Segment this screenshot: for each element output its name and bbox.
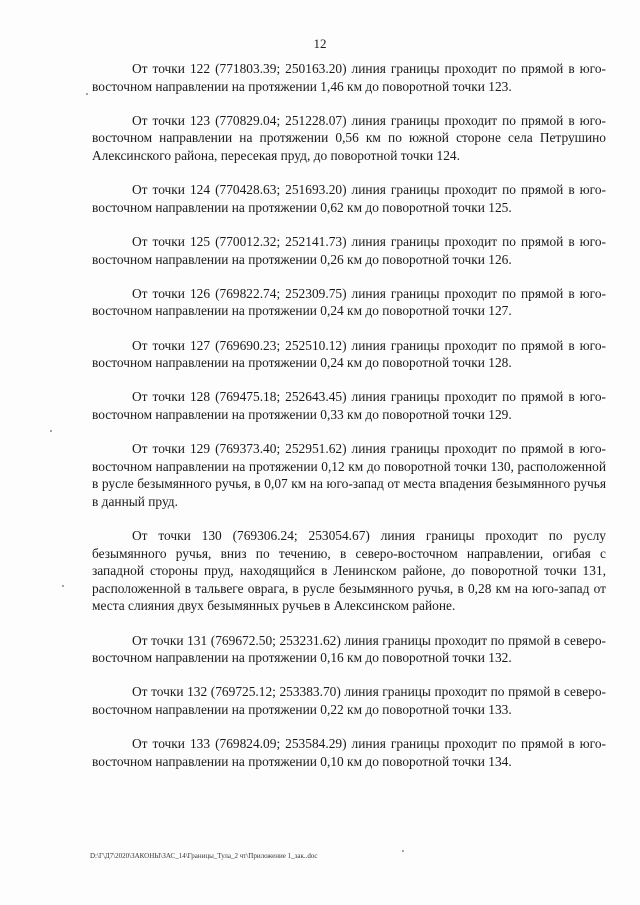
file-path-footer: D:\Г\Д7\2020\ЗАКОНЫ\ЗАС_14\Границы_Тула_2 чт\Приложение 1_зак..doc xyxy=(90,852,318,860)
paragraph-point-124: От точки 124 (770428.63; 251693.20) линия границы проходит по прямой в юго-восточном направлении на протяжении 0,62 км до поворотной точки 125. xyxy=(92,182,606,215)
paragraph-point-122: От точки 122 (771803.39; 250163.20) линия границы проходит по прямой в юго-восточном направлении на протяжении 1,46 км до поворотной точки 123. xyxy=(92,61,606,94)
paragraph-point-125: От точки 125 (770012.32; 252141.73) линия границы проходит по прямой в юго-восточном направлении на протяжении 0,26 км до поворотной точки 126. xyxy=(92,233,606,267)
paragraph-point-127: От точки 127 (769690.23; 252510.12) линия границы проходит по прямой в юго-восточном направлении на протяжении 0,24 км до поворотной точки 128. xyxy=(92,337,606,371)
scan-speck xyxy=(402,850,404,852)
page-number: 12 xyxy=(313,36,327,51)
paragraph-point-123: От точки 123 (770829.04; 251228.07) линия границы проходит по прямой в юго-восточном направлении на протяжении 0,56 км по южной стороне села Петрушино Алексинского района, пересекая пруд, до поворотной точки 124. xyxy=(92,112,606,163)
paragraph-point-126: От точки 126 (769822.74; 252309.75) линия границы проходит по прямой в юго-восточном направлении на протяжении 0,24 км до поворотной точки 127. xyxy=(92,285,606,319)
scan-speck xyxy=(86,93,88,95)
scan-speck xyxy=(62,585,64,587)
paragraph-point-131: От точки 131 (769672.50; 253231.62) линия границы проходит по прямой в северо-восточном направлении на протяжении 0,16 км до поворотной точки 132. xyxy=(92,632,606,666)
paragraph-point-132: От точки 132 (769725.12; 253383.70) линия границы проходит по прямой в северо-восточном направлении на протяжении 0,22 км до поворотной точки 133. xyxy=(92,684,606,717)
paragraph-point-133: От точки 133 (769824.09; 253584.29) линия границы проходит по прямой в юго-восточном направлении на протяжении 0,10 км до поворотной точки 134. xyxy=(92,736,606,769)
paragraph-point-129: От точки 129 (769373.40; 252951.62) линия границы проходит по прямой в юго-восточном направлении на протяжении 0,12 км до поворотной точки 130, расположенной в русле безымянного ручья, в 0,07 км на юго-запад от места впадения безымянного ручья в данный пруд. xyxy=(92,441,606,509)
paragraph-point-128: От точки 128 (769475.18; 252643.45) линия границы проходит по прямой в юго-восточном направлении на протяжении 0,33 км до поворотной точки 129. xyxy=(92,389,606,422)
document-body xyxy=(92,60,606,787)
scan-speck xyxy=(50,430,52,432)
paragraph-point-130: От точки 130 (769306.24; 253054.67) линия границы проходит по руслу безымянного ручья, вниз по течению, в северо-восточном направлении, огибая с западной стороны пруд, находящийся в Ленинском районе, до поворотной точки 131, расположенной в тальвеге оврага, в русле безымянного ручья, в 0,28 км на юго-запад от места слияния двух безымянных ручьев в Алексинском районе. xyxy=(92,528,606,614)
